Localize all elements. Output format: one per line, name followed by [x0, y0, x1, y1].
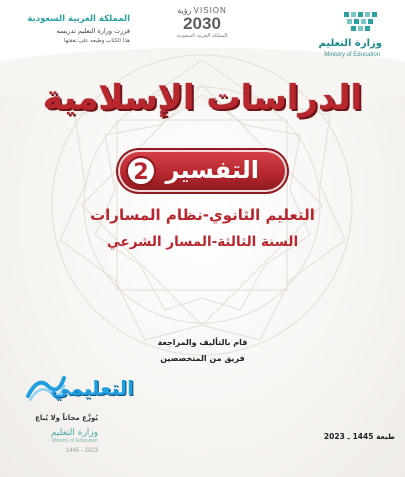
- education-stage: التعليم الثانوي-نظام المسارات: [90, 206, 315, 224]
- kingdom-print-note: هذا الكتاب وطبعه على نفقتها: [63, 38, 130, 44]
- vision-2030-logo: [168, 6, 236, 50]
- credit-team: فريق من المتخصصين: [160, 354, 245, 363]
- free-distribution-note: يُوزَّع مجاناً ولا يُباع: [35, 414, 98, 422]
- subject-badge: [120, 152, 285, 190]
- site-watermark-logo: [26, 366, 138, 414]
- footer-ministry-logo: [8, 414, 98, 472]
- credit-authoring: قام بالتأليف والمراجعة: [157, 338, 248, 347]
- edition-label: طبعة 1445 ـ 2023: [323, 432, 395, 441]
- year-track: السنة الثالثة-المسار الشرعي: [106, 234, 299, 250]
- subject-name: التفسير: [165, 156, 259, 184]
- vision-year: 2030: [183, 14, 221, 33]
- book-title: الدراسات الإسلامية: [42, 78, 363, 118]
- ministry-name-ar: وزارة التعليم: [318, 38, 382, 49]
- vision-label: VISION: [193, 6, 227, 15]
- footer-ministry-en: Ministry of Education: [51, 438, 98, 444]
- footer-ministry-ar: وزارة التعليم: [50, 428, 98, 438]
- kingdom-statement: [10, 14, 130, 44]
- vision-arabic-top: رؤية: [177, 6, 192, 15]
- subject-number: 2: [126, 156, 156, 186]
- footer-years: 2023 - 1445: [65, 448, 98, 454]
- kingdom-name: المملكة العربية السعودية: [27, 14, 130, 24]
- ministry-name-en: Ministry of Education: [324, 52, 380, 58]
- watermark-text: التعليمي: [50, 376, 134, 400]
- ministry-emblem-icon: [344, 12, 378, 34]
- vision-subtitle: المملكة العربية السعودية: [176, 33, 228, 39]
- kingdom-decree: قررت وزارة التعليم تدريسه: [56, 27, 130, 35]
- ministry-logo: [318, 12, 388, 60]
